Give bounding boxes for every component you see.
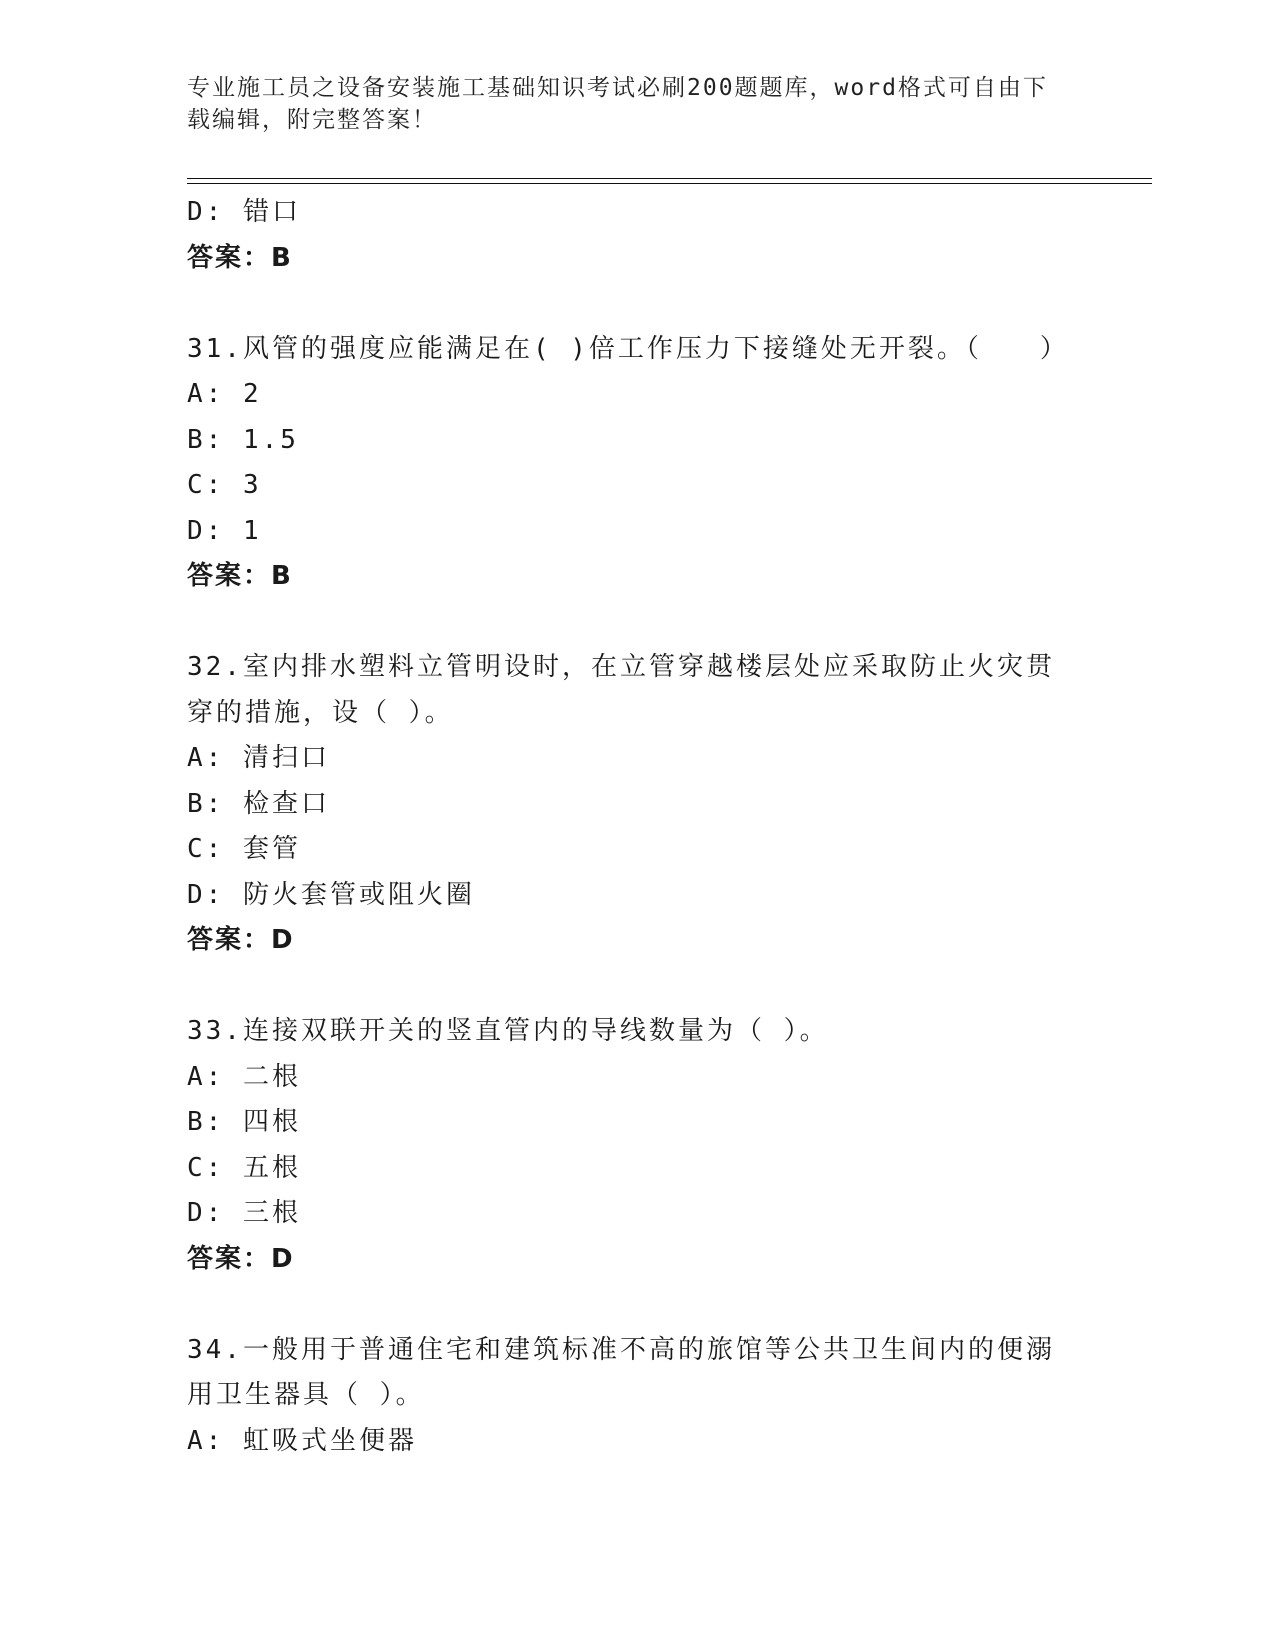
question-34 [187, 1328, 1087, 1465]
question-list [187, 190, 1087, 1464]
spacer [187, 281, 1087, 327]
option-a: A: 虹吸式坐便器 [187, 1425, 417, 1456]
header-rule-top [187, 178, 1152, 179]
option-b: B: 1.5 [187, 424, 299, 455]
option-d: D: 防火套管或阻火圈 [187, 879, 475, 910]
option-b: B: 检查口 [187, 788, 330, 819]
option-c: C: 套管 [187, 834, 301, 864]
option-a: A: 2 [187, 379, 262, 409]
question-33 [187, 1009, 1087, 1328]
question-stem: 33.连接双联开关的竖直管内的导线数量为（ ）。 [187, 1016, 829, 1046]
option-a: A: 清扫口 [187, 743, 330, 773]
option-d: D: 1 [187, 515, 262, 546]
option-c: C: 五根 [187, 1152, 301, 1183]
prev-option-d: D: 错口 [187, 197, 301, 227]
option-c: C: 3 [187, 470, 262, 500]
page-header: 专业施工员之设备安装施工基础知识考试必刷200题题库，word格式可自由下载编辑，附完整答案！ [187, 75, 1048, 133]
answer: 答案：B [187, 561, 293, 591]
spacer [187, 600, 1087, 646]
question-31 [187, 327, 1087, 646]
question-stem: 32.室内排水塑料立管明设时，在立管穿越楼层处应采取防止火灾贯穿的措施，设（ ）。 [187, 652, 1055, 728]
question-32 [187, 645, 1087, 1009]
spacer [187, 964, 1087, 1010]
option-d: D: 三根 [187, 1198, 301, 1228]
header-rule-bottom [187, 183, 1152, 184]
answer: 答案：D [187, 1243, 295, 1274]
option-a: A: 二根 [187, 1061, 301, 1092]
answer: 答案：D [187, 925, 295, 955]
prev-answer: 答案：B [187, 242, 293, 273]
spacer [187, 1282, 1087, 1328]
question-stem: 31.风管的强度应能满足在( )倍工作压力下接缝处无开裂。（ ） [187, 333, 1069, 364]
option-b: B: 四根 [187, 1107, 301, 1137]
question-stem: 34.一般用于普通住宅和建筑标准不高的旅馆等公共卫生间内的便溺用卫生器具（ ）。 [187, 1334, 1055, 1410]
